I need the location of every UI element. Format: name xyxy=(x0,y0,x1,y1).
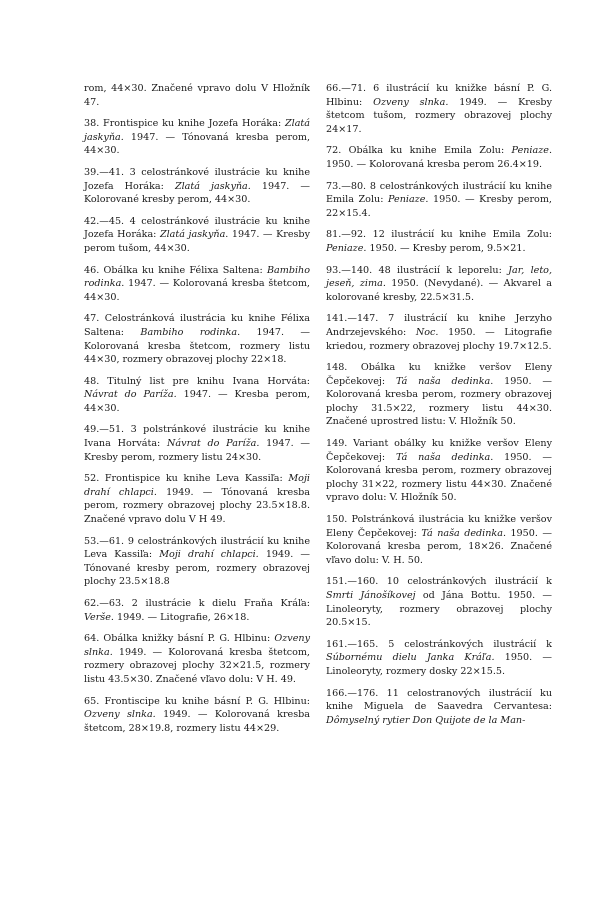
catalogue-entry xyxy=(326,361,552,429)
catalogue-entry xyxy=(84,597,310,624)
entry-title: Dômyselný rytier Don Quijote de la Man- xyxy=(326,714,526,726)
entry-title: Zlatá jaskyňa. xyxy=(84,118,310,143)
catalogue-entry xyxy=(326,437,552,505)
entry-details: 1950. — Kresby perom, 9.5×21. xyxy=(366,242,526,254)
entry-text: 81.—92. 12 ilustrácií ku knihe Emila Zolu: xyxy=(326,229,552,241)
entry-title: Verše. xyxy=(84,611,114,623)
entry-text: 48. Titulný list pre knihu Ivana Horváta: xyxy=(84,375,310,387)
entry-title: Tá naša dedinka. xyxy=(395,451,494,463)
entry-title: Peniaze. xyxy=(511,145,552,157)
entry-details: 1947. — Kolorovaná kresba štetcom, 44×30. xyxy=(84,278,310,303)
entry-text: 93.—140. 48 ilustrácií k leporelu: xyxy=(326,264,509,276)
catalogue-entry xyxy=(326,180,552,221)
catalogue-entry xyxy=(326,264,552,305)
entry-details: 1950. — Kolorovaná kresba perom, 18×26. Značené vľavo dolu: V. H. 50. xyxy=(326,527,552,566)
catalogue-entry xyxy=(326,575,552,629)
entry-details: 1947. — Tónovaná kresba perom, 44×30. xyxy=(84,131,310,157)
catalogue-entry xyxy=(84,117,310,158)
catalogue-entry xyxy=(326,513,552,567)
catalogue-entry xyxy=(326,144,552,171)
catalogue-entry xyxy=(84,166,310,207)
entry-details: 1949. — Tónované kresby perom, rozmery obrazovej plochy 23.5×18.8 xyxy=(84,549,310,588)
catalogue-entry xyxy=(84,632,310,686)
entry-text: 66.—71. 6 ilustrácií ku knižke básní P. G. Hlbinu: xyxy=(326,83,552,108)
entry-details: 1950. — Kolorovaná kresba perom 26.4×19. xyxy=(326,158,543,170)
entry-details: 1949. — Kolorovaná kresba štetcom, rozmery obrazovej plochy 32×21.5, rozmery listu 43.5×30. Značené vľavo dolu: V H. 49. xyxy=(84,646,310,685)
entry-text: 47. Celostránková ilustrácia ku knihe Félixa Saltena: xyxy=(84,313,310,338)
catalogue-entry xyxy=(326,638,552,679)
catalogue-entry xyxy=(84,472,310,526)
entry-text: 141.—147. 7 ilustrácií ku knihe Jerzyho Andrzejevského: xyxy=(326,313,552,338)
entry-text: 72. Obálka ku knihe Emila Zolu: xyxy=(326,145,512,157)
right-column xyxy=(326,82,552,735)
entry-details: 1949. — Litografie, 26×18. xyxy=(113,611,250,623)
entry-details: 1947. — Kolorovaná kresba štetcom, rozmery listu 44×30, rozmery obrazovej plochy 22×18. xyxy=(84,326,310,366)
catalogue-entry xyxy=(84,695,310,736)
catalogue-entry xyxy=(326,228,552,255)
catalogue-entry xyxy=(84,264,310,305)
entry-details: 1950. (Nevydané). — Akvarel a kolorované kresby, 22.5×31.5. xyxy=(326,278,552,303)
entry-details: 1947. — Kolorované kresby perom, 44×30. xyxy=(84,180,310,206)
entry-details: 1949. — Tónovaná kresba perom, rozmery obrazovej plochy 23.5×18.8. Značené vpravo dolu V H 49. xyxy=(84,486,311,526)
entry-text: 49.—51. 3 polstránkové ilustrácie ku knihe Ivana Horváta: xyxy=(84,424,310,450)
catalogue-entry xyxy=(326,82,552,136)
entry-title: Zlatá jaskyňa. xyxy=(159,229,229,241)
catalogue-entry xyxy=(84,82,310,109)
entry-details: 1950. — Kresby perom, 22×15.4. xyxy=(326,194,552,219)
entry-text: 38. Frontispice ku knihe Jozefa Horáka: xyxy=(84,118,285,130)
entry-text: 39.—41. 3 celostránkové ilustrácie ku knihe Jozefa Horáka: xyxy=(84,166,310,192)
entry-title: Moji drahí chlapci. xyxy=(159,549,259,561)
entry-details: 1950. — Kolorovaná kresba perom, rozmery obrazovej plochy 31×22, rozmery listu 44×30. Značené vpravo dolu: V. Hložník 50. xyxy=(326,451,552,504)
entry-details: od Jána Bottu. 1950. — Linoleoryty, rozmery obrazovej plochy 20.5×15. xyxy=(326,590,552,629)
entry-details: 1947. — Kresba perom, 44×30. xyxy=(84,389,310,414)
entry-text: 65. Frontiscipe ku knihe básní P. G. Hlbinu: xyxy=(84,695,310,707)
entry-text: 64. Obálka knižky básní P. G. Hlbinu: xyxy=(84,633,275,645)
entry-title: Zlatá jaskyňa. xyxy=(174,180,251,192)
entry-title: Ozveny slnka. xyxy=(84,633,310,658)
entry-details: 1950. — Litografie kriedou, rozmery obrazovej plochy 19.7×12.5. xyxy=(326,326,552,352)
catalogue-entry xyxy=(84,423,310,464)
catalogue-entry xyxy=(84,312,310,366)
entry-title: Peniaze. xyxy=(326,242,367,254)
entry-text: 149. Variant obálky ku knižke veršov Eleny Čepčekovej: xyxy=(326,438,552,463)
entry-title: Tá naša dedinka. xyxy=(421,527,506,539)
entry-details: 1949. — Kolorovaná kresba štetcom, 28×19.8, rozmery listu 44×29. xyxy=(84,709,310,734)
entry-text: 42.—45. 4 celostránkové ilustrácie ku knihe Jozefa Horáka: xyxy=(84,215,310,241)
entry-text: 52. Frontispice ku knihe Leva Kassiľa: xyxy=(84,473,289,485)
catalogue-entry xyxy=(326,312,552,353)
entry-title: Tá naša dedinka. xyxy=(395,375,494,387)
entry-text: 151.—160. 10 celostránkových ilustrácií k xyxy=(326,576,552,588)
entry-details: 1947. — Kresby perom, rozmery listu 24×30. xyxy=(84,438,310,463)
entry-title: Návrat do Paríža. xyxy=(84,389,177,401)
left-column xyxy=(84,82,310,743)
catalogue-entry xyxy=(84,215,310,256)
entry-title: Smrti Jánošíkovej xyxy=(326,590,416,601)
entry-title: Noc. xyxy=(415,326,439,338)
entry-details: 1950. — Linoleoryty, rozmery dosky 22×15.5. xyxy=(326,652,552,677)
entry-details: 1949. — Kresby štetcom tušom, rozmery obrazovej plochy 24×17. xyxy=(326,96,552,135)
catalogue-entry xyxy=(84,375,310,416)
catalogue-entry xyxy=(84,535,310,589)
entry-text: 62.—63. 2 ilustrácie k dielu Fraňa Kráľa: xyxy=(84,598,310,609)
entry-title: Jar, leto, jeseň, zima. xyxy=(326,264,553,290)
entry-text: 150. Polstránková ilustrácia ku knižke veršov Eleny Čepčekovej: xyxy=(326,514,552,539)
entry-details: 1950. — Kolorovaná kresba perom, rozmery obrazovej plochy 31.5×22, rozmery listu 44×30. Značené uprostred listu: V. Hložník 50. xyxy=(326,375,552,428)
entry-text: 53.—61. 9 celostránkových ilustrácií ku knihe Leva Kassiľa: xyxy=(84,535,310,561)
entry-text: 161.—165. 5 celostránkových ilustrácií k xyxy=(326,638,552,650)
entry-title: Moji drahí chlapci. xyxy=(84,473,310,498)
entry-details: 1947. — Kresby perom tušom, 44×30. xyxy=(84,229,310,254)
entry-title: Súbornému dielu Janka Kráľa. xyxy=(326,652,495,664)
entry-title: Ozveny slnka. xyxy=(84,709,156,721)
entry-title: Bambiho rodinka. xyxy=(84,264,310,290)
entry-title: Ozveny slnka. xyxy=(373,96,449,108)
entry-text: 166.—176. 11 celostranových ilustrácií ku knihe Miguela de Saavedra Cervantesa: xyxy=(326,687,552,713)
entry-title: Peniaze. xyxy=(388,194,429,206)
entry-text: 73.—80. 8 celostránkových ilustrácií ku knihe Emila Zolu: xyxy=(326,180,552,206)
catalogue-entry xyxy=(326,687,552,728)
entry-title: Návrat do Paríža. xyxy=(167,438,260,450)
entry-text: 148. Obálka ku knižke veršov Eleny Čepčekovej: xyxy=(326,362,552,387)
entry-title: Bambiho rodinka. xyxy=(140,326,241,338)
entry-text: rom, 44×30. Značené vpravo dolu V Hložník 47. xyxy=(84,83,310,108)
entry-text: 46. Obálka ku knihe Félixa Saltena: xyxy=(84,264,267,276)
